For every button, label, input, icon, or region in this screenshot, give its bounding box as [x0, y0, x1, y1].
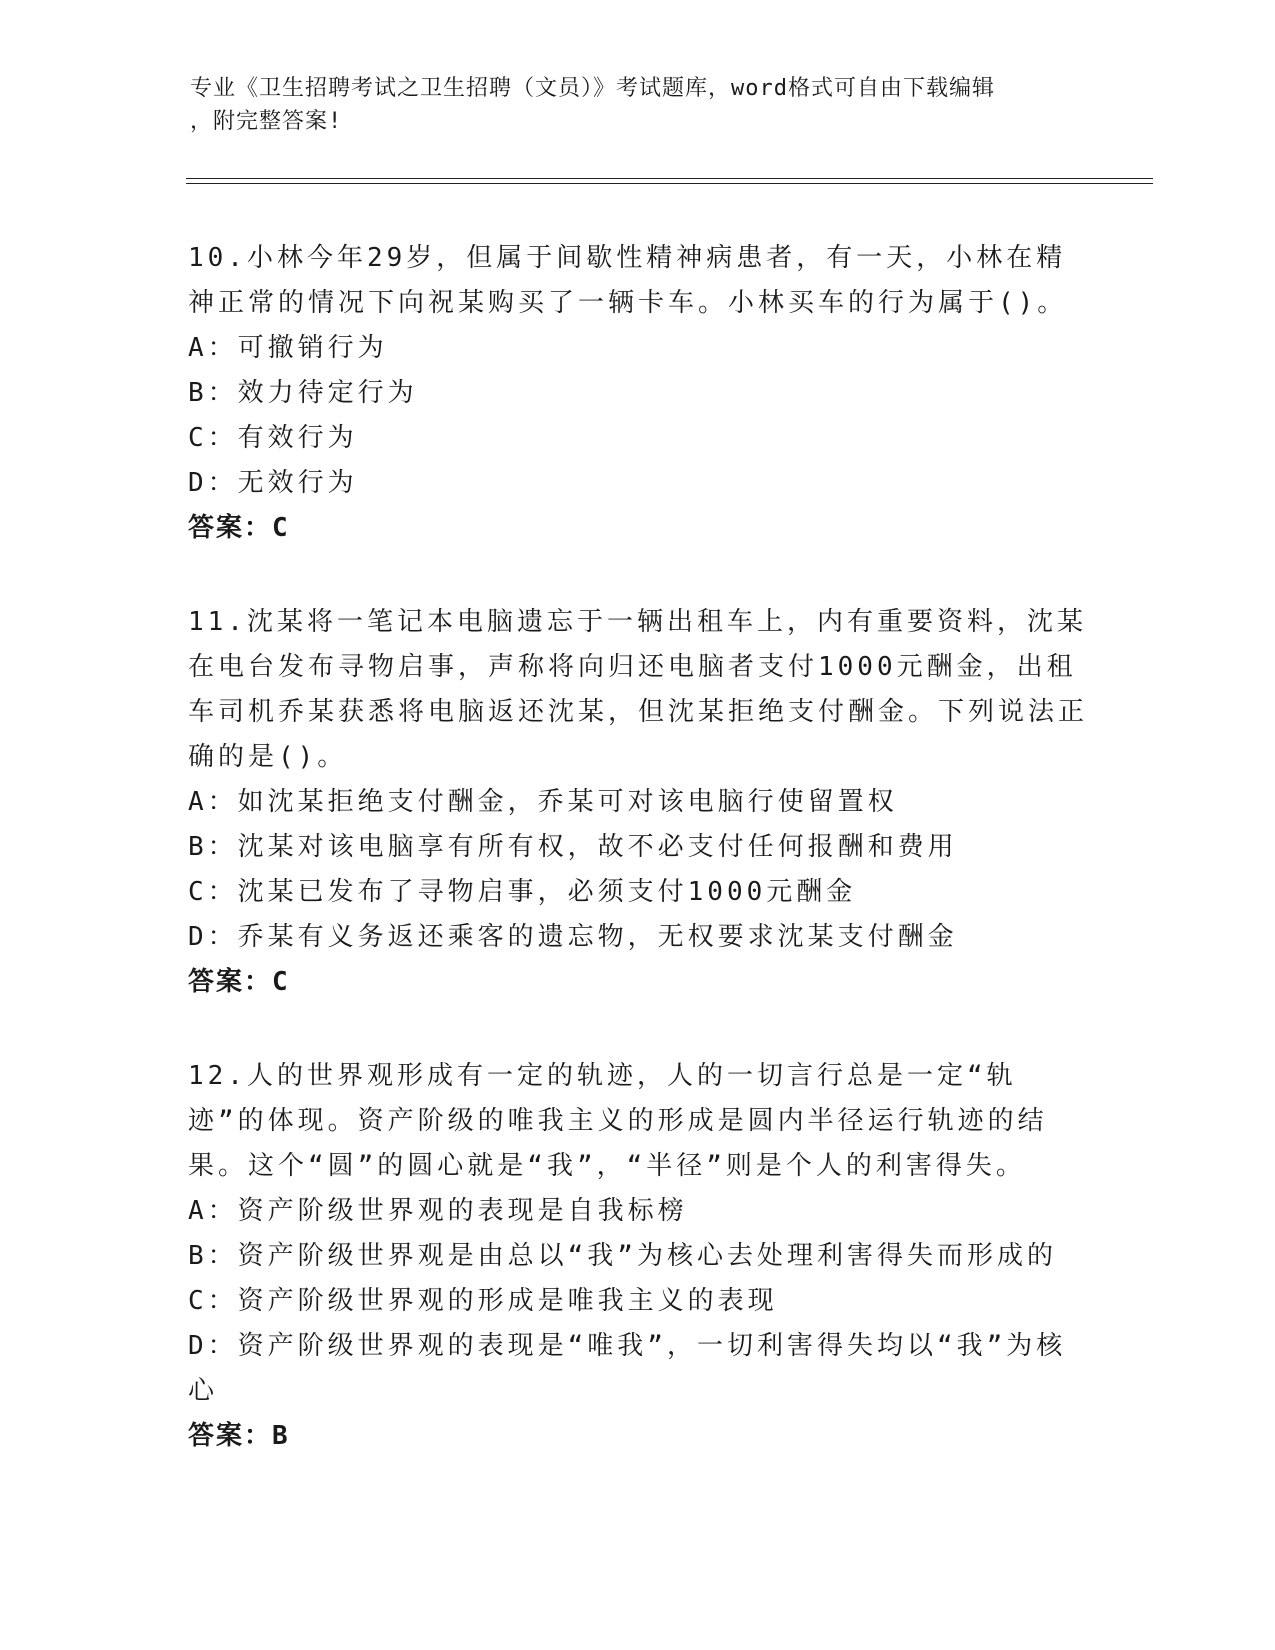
option-c: C：沈某已发布了寻物启事，必须支付1000元酬金 [188, 877, 857, 907]
header-line-1: 专业《卫生招聘考试之卫生招聘（文员）》考试题库，word格式可自由下载编辑 [190, 76, 995, 101]
option-d: D：资产阶级世界观的表现是“唯我”，一切利害得失均以“我”为核心 [188, 1331, 1067, 1406]
question-10 [188, 236, 1088, 551]
option-a: A：资产阶级世界观的表现是自我标榜 [188, 1196, 688, 1226]
question-stem: 12.人的世界观形成有一定的轨迹，人的一切言行总是一定“轨迹”的体现。资产阶级的唯我主义的形成是圆内半径运行轨迹的结果。这个“圆”的圆心就是“我”，“半径”则是个人的利害得失。 [188, 1061, 1048, 1181]
option-c: C：资产阶级世界观的形成是唯我主义的表现 [188, 1286, 778, 1316]
option-d: D：乔某有义务返还乘客的遗忘物，无权要求沈某支付酬金 [188, 922, 958, 952]
question-stem: 11.沈某将一笔记本电脑遗忘于一辆出租车上，内有重要资料，沈某在电台发布寻物启事，声称将向归还电脑者支付1000元酬金，出租车司机乔某获悉将电脑返还沈某，但沈某拒绝支付酬金。下列说法正确的是()。 [188, 607, 1089, 772]
header-rule-bottom [186, 183, 1153, 184]
header-line-2: ，附完整答案! [190, 109, 343, 134]
question-12 [188, 1054, 1088, 1459]
option-d: D：无效行为 [188, 468, 358, 498]
option-b: B：效力待定行为 [188, 378, 418, 408]
answer: 答案：C [188, 513, 290, 543]
question-stem: 10.小林今年29岁，但属于间歇性精神病患者，有一天，小林在精神正常的情况下向祝某购买了一辆卡车。小林买车的行为属于()。 [188, 243, 1068, 318]
option-a: A：可撤销行为 [188, 333, 388, 363]
option-b: B：沈某对该电脑享有所有权，故不必支付任何报酬和费用 [188, 832, 958, 862]
option-c: C：有效行为 [188, 423, 358, 453]
option-b: B：资产阶级世界观是由总以“我”为核心去处理利害得失而形成的 [188, 1241, 1057, 1271]
question-11 [188, 600, 1088, 1005]
document-header [190, 72, 1070, 138]
option-a: A：如沈某拒绝支付酬金，乔某可对该电脑行使留置权 [188, 787, 898, 817]
header-rule-top [186, 178, 1153, 179]
answer: 答案：B [188, 1421, 290, 1451]
answer: 答案：C [188, 967, 290, 997]
